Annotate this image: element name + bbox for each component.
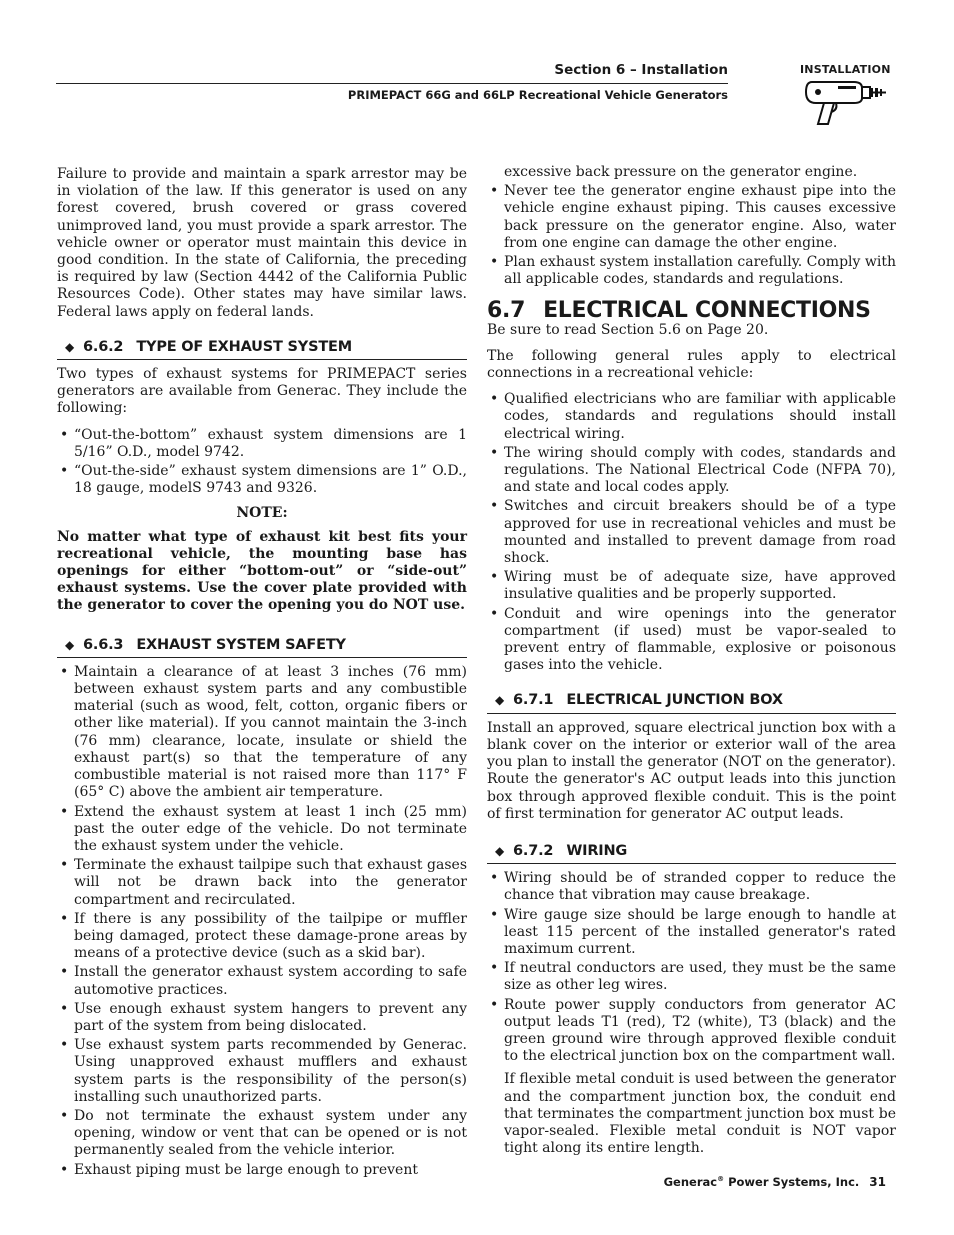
list-item: • Exhaust piping must be large enough to prevent xyxy=(57,1162,467,1179)
list-item: • Install the generator exhaust system according to safe automotive practices. xyxy=(57,964,467,998)
page-footer xyxy=(664,1175,886,1189)
list-item: • Wiring must be of adequate size, have approved insulative qualities and be properly supported. xyxy=(487,569,896,603)
section-title: Section 6 – Installation xyxy=(554,62,728,78)
electrical-rules-list xyxy=(487,391,896,674)
heading-text: WIRING xyxy=(566,842,628,859)
list-item: • If there is any possibility of the tailpipe or muffler being damaged, protect these damage-prone areas by means of a protective device (such as a skid bar). xyxy=(57,911,467,963)
list-item: • Switches and circuit breakers should be of a type approved for use in recreational vehicles and must be mounted and installed to prevent damage from road shock. xyxy=(487,498,896,567)
wiring-list xyxy=(487,870,896,1065)
diamond-icon: ◆ xyxy=(65,339,75,354)
exhaust-types-list xyxy=(57,427,467,498)
exhaust-safety-list xyxy=(57,664,467,1179)
heading-6-7 xyxy=(487,298,896,324)
heading-number: 6.7 xyxy=(487,298,526,324)
note-body: No matter what type of exhaust kit best fits your recreational vehicle, the mounting base has openings for either “bottom-out” or “side-out” exhaust systems. Use the cover plate provided with the generator to cover the opening you do NOT use. xyxy=(57,528,467,614)
heading-text: TYPE OF EXHAUST SYSTEM xyxy=(136,338,352,355)
list-item: • Terminate the exhaust tailpipe such that exhaust gases will not be drawn back into the generator compartment and recirculated. xyxy=(57,857,467,909)
exhaust-types-paragraph: Two types of exhaust systems for PRIMEPACT series generators are available from Generac. They include the following: xyxy=(57,366,467,417)
heading-6-6-3 xyxy=(57,637,467,658)
heading-text: EXHAUST SYSTEM SAFETY xyxy=(136,636,346,653)
heading-text: ELECTRICAL CONNECTIONS xyxy=(543,298,871,324)
company-name-rest: Power Systems, Inc. xyxy=(724,1175,860,1189)
left-column xyxy=(57,166,467,1187)
list-item: • Qualified electricians who are familiar with applicable codes, standards and regulations should install electrical wiring. xyxy=(487,391,896,443)
heading-6-7-2 xyxy=(487,843,896,864)
list-item: • Wire gauge size should be large enough to handle at least 115 percent of the installed generator's rated maximum current. xyxy=(487,907,896,959)
heading-number: 6.6.3 xyxy=(83,636,124,653)
list-item: • Wiring should be of stranded copper to reduce the chance that vibration may cause breakage. xyxy=(487,870,896,904)
heading-6-6-2 xyxy=(57,339,467,360)
list-item-continuation: excessive back pressure on the generator engine. xyxy=(504,164,858,180)
list-item: • Plan exhaust system installation carefully. Comply with all applicable codes, standards and regulations. xyxy=(487,254,896,288)
list-item: • Use enough exhaust system hangers to prevent any part of the system from being dislocated. xyxy=(57,1001,467,1035)
list-item: • “Out-the-side” exhaust system dimensions are 1” O.D., 18 gauge, modelS 9743 and 9326. xyxy=(57,463,467,497)
heading-text: ELECTRICAL JUNCTION BOX xyxy=(566,692,783,709)
page-number: 31 xyxy=(869,1175,886,1189)
heading-number: 6.7.1 xyxy=(513,692,554,709)
list-item: • Route power supply conductors from generator AC output leads T1 (red), T2 (white), T3 (black) and the green ground wire through approved flexible conduit to the electrical junction box on the compartment wall. xyxy=(487,997,896,1066)
list-item: • Never tee the generator engine exhaust pipe into the vehicle engine exhaust piping. This causes excessive back pressure on the generator engine. Also, water from one engine can damage the other engine. xyxy=(487,183,896,252)
heading-6-7-1 xyxy=(487,692,896,713)
note-title: NOTE: xyxy=(236,505,288,522)
list-item: • Conduit and wire openings into the generator compartment (if used) must be vapor-sealed to prevent entry of flammable, explosive or poisonous gases into the vehicle. xyxy=(487,606,896,675)
diamond-icon: ◆ xyxy=(495,843,505,858)
electrical-rules-paragraph: The following general rules apply to electrical connections in a recreational vehicle: xyxy=(487,347,896,382)
exhaust-safety-list-continued xyxy=(487,164,896,288)
diamond-icon: ◆ xyxy=(65,637,75,652)
list-item: • Extend the exhaust system at least 1 inch (25 mm) past the outer edge of the vehicle. Do not terminate the exhaust system under the vehicle. xyxy=(57,804,467,856)
list-item: • Use exhaust system parts recommended by Generac. Using unapproved exhaust mufflers and exhaust system parts is the responsibility of the person(s) installing such unauthorized parts. xyxy=(57,1037,467,1106)
conduit-paragraph: If flexible metal conduit is used between the generator and the compartment junction box, the conduit end that terminates the compartment junction box must be vapor-sealed. Flexible metal conduit is NOT vapor tight along its entire length. xyxy=(504,1071,896,1157)
list-item: • The wiring should comply with codes, standards and regulations. The National Electrical Code (NFPA 70), and state and local codes apply. xyxy=(487,445,896,497)
diamond-icon: ◆ xyxy=(495,693,505,708)
registered-mark: ® xyxy=(717,1175,725,1184)
header-rule xyxy=(56,83,728,84)
list-item: • Do not terminate the exhaust system under any opening, window or vent that can be opened or is not permanently sealed from the vehicle interior. xyxy=(57,1108,467,1160)
company-name: Generac xyxy=(663,1175,718,1189)
heading-number: 6.7.2 xyxy=(513,842,554,859)
section-reference: Be sure to read Section 5.6 on Page 20. xyxy=(487,321,769,338)
drill-icon xyxy=(798,74,890,128)
junction-box-paragraph: Install an approved, square electrical junction box with a blank cover on the interior or exterior wall of the area you plan to install the generator (NOT on the generator). Route the generator's AC output leads into this junction box through approved flexible conduit. This is the point of first termination for generator AC output leads. xyxy=(487,719,896,822)
heading-number: 6.6.2 xyxy=(83,338,124,355)
list-item: • Maintain a clearance of at least 3 inches (76 mm) between exhaust system parts and any combustible material (such as wood, felt, cotton, organic fibers or other like material). If you cannot maintain the 3-inch (76 mm) clearance, locate, insulate or shield the exhaust part(s) so that the temperature of any combustible material is not raised more than 117° F (65° C) above the ambient air temperature. xyxy=(57,664,467,802)
document-subtitle: PRIMEPACT 66G and 66LP Recreational Vehicle Generators xyxy=(347,88,728,102)
list-item: • If neutral conductors are used, they must be the same size as other leg wires. xyxy=(487,960,896,994)
list-item: • “Out-the-bottom” exhaust system dimensions are 1 5/16” O.D., model 9742. xyxy=(57,427,467,461)
right-column xyxy=(487,166,896,1166)
section-badge: INSTALLATION xyxy=(800,63,891,76)
spark-arrestor-paragraph: Failure to provide and maintain a spark arrestor may be in violation of the law. If this generator is used on any forest covered, brush covered or grass covered unimproved land, you must provide a spark arrestor. The vehicle owner or operator must maintain this device in good condition. In the state of California, the preceding is required by law (Section 4442 of the California Public Resources Code). Other states may have similar laws. Federal laws apply on federal lands. xyxy=(57,166,467,320)
